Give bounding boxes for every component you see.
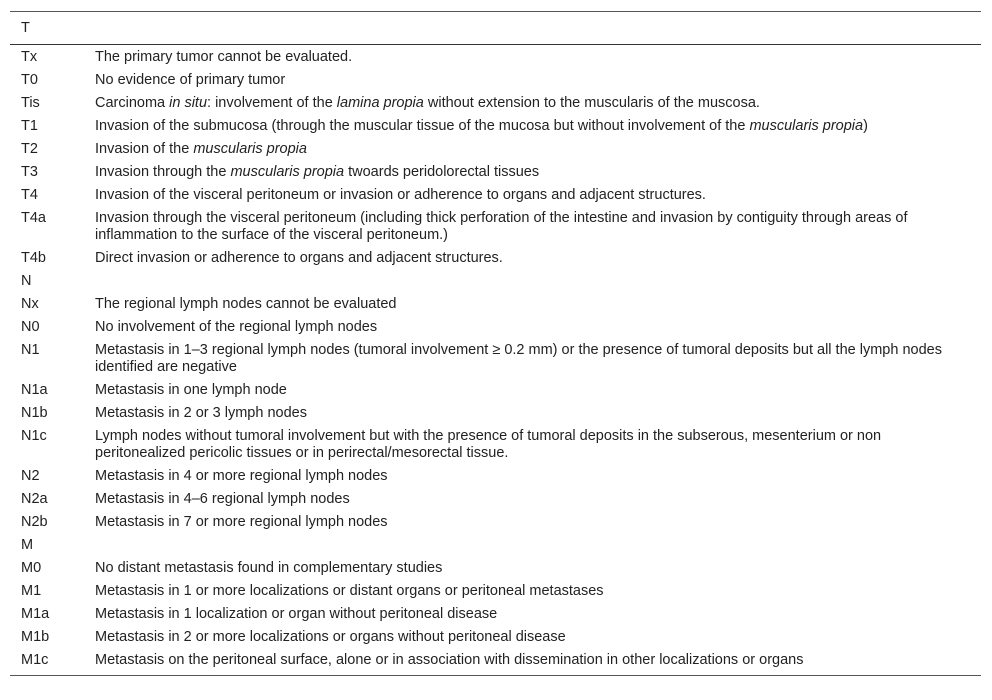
description-text: Metastasis in one lymph node [95,382,287,398]
stage-code-cell: N1b [21,405,48,421]
table-row [10,161,981,184]
description-text: Metastasis in 1 localization or organ without peritoneal disease [95,606,498,622]
table-row [10,626,981,649]
stage-description-cell [85,45,981,70]
table-row [10,207,981,247]
table-row [10,69,981,92]
table-row [10,184,981,207]
stage-code-cell: N2b [21,514,48,530]
stage-description-cell [85,488,981,511]
stage-description-cell [85,402,981,425]
description-text: No involvement of the regional lymph nodes [95,319,378,335]
stage-code-cell: N1c [21,428,47,444]
description-text: Direct invasion or adherence to organs and adjacent structures. [95,250,503,266]
table-row [10,580,981,603]
description-text: Invasion of the visceral peritoneum or invasion or adherence to organs and adjacent structures. [95,187,706,203]
table-row [10,402,981,425]
stage-description-cell [85,425,981,465]
description-text: Metastasis on the peritoneal surface, alone or in association with dissemination in other localizations or organs [95,652,804,668]
stage-code-cell: N0 [21,319,40,335]
table-row [10,316,981,339]
stage-code-cell: N1a [21,382,48,398]
stage-code-cell: Tx [21,49,38,65]
stage-code-cell: T4 [21,187,38,203]
stage-code-cell: T3 [21,164,38,180]
stage-description-cell [85,603,981,626]
description-text: The primary tumor cannot be evaluated. [95,49,353,65]
description-text: Metastasis in 1–3 regional lymph nodes (tumoral involvement ≥ 0.2 mm) or the presence of tumoral deposits but all the lymph nodes identified are negative [95,342,942,375]
stage-description-cell [85,138,981,161]
stage-code-cell: T4a [21,210,46,226]
description-text: Metastasis in 2 or 3 lymph nodes [95,405,307,421]
stage-code-cell: Nx [21,296,39,312]
description-text: Metastasis in 4 or more regional lymph nodes [95,468,388,484]
stage-code-cell: N2 [21,468,40,484]
table-row [10,488,981,511]
description-text: Metastasis in 4–6 regional lymph nodes [95,491,350,507]
stage-code-cell: M0 [21,560,42,576]
stage-code-cell: N2a [21,491,48,507]
stage-code-cell: Tis [21,95,40,111]
stage-description-cell [85,511,981,534]
description-text: without extension to the muscularis of the muscosa. [423,95,760,111]
tnm-staging-table [10,11,981,676]
table-row [10,115,981,138]
description-text: Metastasis in 2 or more localizations or organs without peritoneal disease [95,629,566,645]
stage-description-cell [85,626,981,649]
description-text: The regional lymph nodes cannot be evaluated [95,296,397,312]
italic-term: muscularis propia [230,164,345,180]
table-row [10,138,981,161]
stage-description-cell [85,649,981,676]
description-text: : involvement of the [207,95,337,111]
stage-code-cell: M1b [21,629,50,645]
table-body [10,45,981,676]
stage-code-cell: M [21,537,34,553]
description-text: No distant metastasis found in complementary studies [95,560,443,576]
stage-description-cell [85,92,981,115]
table-row [10,293,981,316]
table-row [10,45,981,70]
table-row [10,339,981,379]
table-row [10,534,981,557]
stage-code-cell: N [21,273,32,289]
table-row [10,511,981,534]
description-text: Carcinoma [95,95,170,111]
description-text: Invasion of the submucosa (through the muscular tissue of the mucosa but without involvement of the [95,118,750,134]
table-row [10,465,981,488]
description-text: Metastasis in 1 or more localizations or distant organs or peritoneal metastases [95,583,604,599]
stage-description-cell [85,69,981,92]
header-cell-t: T [10,12,85,45]
stage-code-cell: T2 [21,141,38,157]
table-row [10,425,981,465]
stage-code-cell: M1a [21,606,50,622]
stage-description-cell [85,316,981,339]
italic-term: lamina propia [336,95,424,111]
stage-description-cell [85,247,981,270]
table-row [10,247,981,270]
description-text: twoards peridolorectal tissues [344,164,540,180]
table-head [10,12,981,45]
description-text: Invasion through the visceral peritoneum (including thick perforation of the intestine and invasion by contiguity through areas of inflammation to the surface of the visceral peritoneum.) [95,210,908,243]
stage-code-cell: M1 [21,583,42,599]
stage-description-cell [85,465,981,488]
stage-description-cell [85,115,981,138]
header-cell-empty [85,12,981,45]
stage-description-cell [85,557,981,580]
italic-term: muscularis propia [749,118,864,134]
stage-description-cell [85,207,981,247]
table-row [10,603,981,626]
stage-code-cell: T0 [21,72,38,88]
description-text: Metastasis in 7 or more regional lymph nodes [95,514,388,530]
description-text: ) [863,118,868,134]
stage-description-cell [85,293,981,316]
italic-term: in situ [169,95,208,111]
tnm-table-container [10,11,981,676]
stage-description-cell [85,534,981,557]
stage-description-cell [85,379,981,402]
description-text: Lymph nodes without tumoral involvement but with the presence of tumoral deposits in the subserous, mesenterium or non peritonealized pericolic tissues or in perirectal/mesorectal tissue. [95,428,882,461]
italic-term: muscularis propia [193,141,307,157]
stage-code-cell: M1c [10,649,85,676]
table-row [10,92,981,115]
table-row [10,270,981,293]
description-text: No evidence of primary tumor [95,72,286,88]
table-row [10,557,981,580]
table-row [10,379,981,402]
stage-description-cell [85,184,981,207]
description-text: Invasion of the [95,141,194,157]
stage-description-cell [85,339,981,379]
stage-code-cell: N1 [21,342,40,358]
stage-code-cell: T1 [21,118,38,134]
stage-description-cell [85,580,981,603]
table-row [10,649,981,676]
description-text: Invasion through the [95,164,231,180]
stage-description-cell [85,270,981,293]
stage-description-cell [85,161,981,184]
header-row [10,12,981,45]
stage-code-cell: T4b [21,250,46,266]
